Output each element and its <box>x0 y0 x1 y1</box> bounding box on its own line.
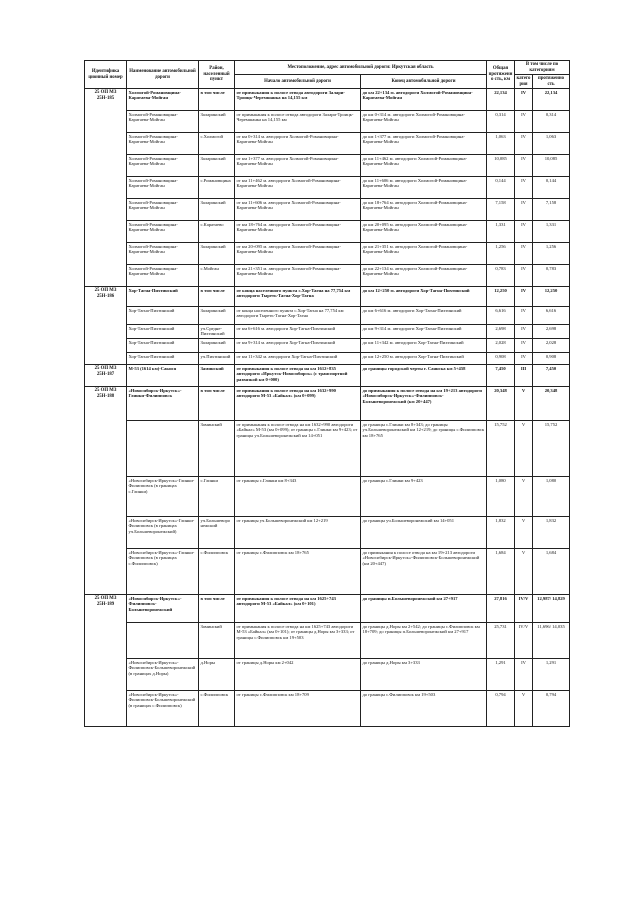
header-length: Общая протяженно сть, км <box>487 61 515 89</box>
table-row <box>85 595 570 623</box>
extent-cell: 1,063 <box>533 133 570 155</box>
extent-cell: 2,028 <box>533 339 570 353</box>
length-cell: 0,314 <box>487 111 515 133</box>
table-row <box>85 155 570 177</box>
end-cell: до км 11+606 м. автодороги Холмогой-Романовщина-Каратаева-Мойган <box>361 177 487 199</box>
road-name-cell: «Новосибирск-Иркутск»-Филипповск-Большеворонежский (в границах д.Норы) <box>127 659 199 691</box>
length-cell: 0,908 <box>487 353 515 365</box>
category-cell: IV <box>515 325 533 339</box>
header-ext: протяженно сть <box>533 75 570 89</box>
category-cell: IV <box>515 287 533 307</box>
extent-cell: 7,450 <box>533 365 570 387</box>
district-cell: с.Глинки <box>199 477 235 517</box>
extent-cell: 1,832 <box>533 517 570 549</box>
table-row <box>85 353 570 365</box>
extent-cell: 11,696/ 14,035 <box>533 623 570 659</box>
end-cell: до границы п.Большеворонежский км 27+917 <box>361 595 487 623</box>
length-cell: 1,832 <box>487 517 515 549</box>
header-location: Местоположение, адрес автомобильной дороги: Иркутская область <box>235 61 487 75</box>
end-cell: до км 11+462 м. автодороги Холмогой-Романовщина-Каратаева-Мойган <box>361 155 487 177</box>
length-cell: 1,063 <box>487 133 515 155</box>
road-name-cell: «Новосибирск-Иркутск»-Филипповск-Большеворонежский <box>127 595 199 623</box>
category-cell: IV <box>515 659 533 691</box>
category-cell: IV <box>515 221 533 243</box>
length-cell: 1,256 <box>487 243 515 265</box>
table-row <box>85 199 570 221</box>
end-cell: до км 22+134 м. автодороги Холмогой-Романовщина-Каратаева-Мойган <box>361 265 487 287</box>
header-cat: категория <box>515 75 533 89</box>
end-cell: до границы с.Филипповск км 19+503 <box>361 691 487 727</box>
district-cell: уч.Средне-Пихтинский <box>199 325 235 339</box>
start-cell: от км 18+764 м. автодороги Холмогой-Романовщина-Каратаева-Мойган <box>235 221 361 243</box>
extent-cell: 22,134 <box>533 89 570 111</box>
start-cell: от границы с.Глинки км 8+343 <box>235 477 361 517</box>
length-cell: 1,291 <box>487 659 515 691</box>
category-cell: IV/V <box>515 623 533 659</box>
road-name-cell: Хор-Тагна-Пихтинский <box>127 307 199 325</box>
road-name-cell: Холмогой-Романовщина-Каратаева-Мойган <box>127 155 199 177</box>
start-cell: от км 0+314 м. автодороги Холмогой-Романовщина-Каратаева-Мойган <box>235 133 361 155</box>
length-cell: 7,450 <box>487 365 515 387</box>
end-cell: до границы д.Норы км 3+333 <box>361 659 487 691</box>
district-cell: Заларинский <box>199 199 235 221</box>
road-name-cell: «Новосибирск-Иркутск»-Глинки-Филипповск (в границах с.Филипповск) <box>127 549 199 595</box>
road-name-cell: Хор-Тагна-Пихтинский <box>127 353 199 365</box>
category-cell: IV <box>515 339 533 353</box>
district-cell: с.Романовщина <box>199 177 235 199</box>
end-cell: до границы с.Глинки км 9+423 <box>361 477 487 517</box>
end-cell: до км 9+314 м. автодороги Хор-Тагна-Пихтинский <box>361 325 487 339</box>
road-id-cell: 25 ОП МЗ 25Н-187 <box>85 365 127 387</box>
table-header <box>85 61 570 89</box>
category-cell: V <box>515 549 533 595</box>
category-cell: IV <box>515 199 533 221</box>
district-cell: Заларинский <box>199 307 235 325</box>
start-cell: от границы уч.Большеворонежский км 12+219 <box>235 517 361 549</box>
end-cell: до границы городской черты г. Саянска км 5+458 <box>361 365 487 387</box>
length-cell: 0,794 <box>487 691 515 727</box>
road-name-cell: Хор-Тагна-Пихтинский <box>127 339 199 353</box>
length-cell: 20,348 <box>487 387 515 421</box>
district-cell: в том числе <box>199 287 235 307</box>
table-row <box>85 177 570 199</box>
length-cell: 1,080 <box>487 477 515 517</box>
district-cell: в том числе <box>199 89 235 111</box>
road-name-cell <box>127 421 199 477</box>
extent-cell: 0,144 <box>533 177 570 199</box>
road-name-cell: Холмогой-Романовщина-Каратаева-Мойган <box>127 221 199 243</box>
road-id-cell: 25 ОП МЗ 25Н-188 <box>85 387 127 595</box>
district-cell: Заларинский <box>199 155 235 177</box>
category-cell: IV/V <box>515 595 533 623</box>
table-row <box>85 549 570 595</box>
table-row <box>85 89 570 111</box>
extent-cell: 15,752 <box>533 421 570 477</box>
header-end: Конец автомобильной дороги <box>361 75 487 89</box>
length-cell: 25,731 <box>487 623 515 659</box>
district-cell: Заларинский <box>199 111 235 133</box>
road-id-cell: 25 ОП МЗ 25Н-185 <box>85 89 127 287</box>
road-name-cell: «Новосибирск-Иркутск»-Глинки-Филипповск <box>127 387 199 421</box>
road-name-cell: Холмогой-Романовщина-Каратаева-Мойган <box>127 89 199 111</box>
extent-cell: 20,348 <box>533 387 570 421</box>
category-cell: V <box>515 421 533 477</box>
end-cell: до границы д.Норы км 2+542; до границы с.Филипповск км 18+709; до границы п.Большеворонежский км 27+917 <box>361 623 487 659</box>
category-cell: IV <box>515 89 533 111</box>
category-cell: V <box>515 691 533 727</box>
end-cell: до км 22+134 м. автодороги Холмогой-Романовщина-Каратаева-Мойган <box>361 89 487 111</box>
district-cell: уч.Большеворонежский <box>199 517 235 549</box>
header-incl: В том числе по категориям <box>515 61 570 75</box>
table-row <box>85 307 570 325</box>
category-cell: IV <box>515 265 533 287</box>
extent-cell: 7,158 <box>533 199 570 221</box>
header-id: Идентифика ционный номер <box>85 61 127 89</box>
end-cell: до границы с.Глинки км 8+343; до границы уч.Большеворонежский км 12+219; до границы с.Филипповск км 18+765 <box>361 421 487 477</box>
length-cell: 10,085 <box>487 155 515 177</box>
length-cell: 22,134 <box>487 89 515 111</box>
road-name-cell: Холмогой-Романовщина-Каратаева-Мойган <box>127 265 199 287</box>
category-cell: V <box>515 517 533 549</box>
start-cell: от примыкания к полосе отвода на км 1625+743 автодороги М-53 «Байкал» (км 0+101); от границы д.Норы км 3+333; от границы с.Филипповск км 19+503 <box>235 623 361 659</box>
length-cell: 1,331 <box>487 221 515 243</box>
road-name-cell: «Новосибирск-Иркутск»-Глинки-Филипповск (в границах уч.Большеворонежский) <box>127 517 199 549</box>
table-row <box>85 287 570 307</box>
end-cell: до примыкания к полосе отвода на км 19+213 автодороги «Новосибирск-Иркутск»-Филипповск-Большеворонежский (км 20+447) <box>361 387 487 421</box>
table-row <box>85 221 570 243</box>
road-name-cell: М-53 (1614 км)-Сакися <box>127 365 199 387</box>
length-cell: 15,752 <box>487 421 515 477</box>
road-id-cell: 25 ОП МЗ 25Н-186 <box>85 287 127 365</box>
road-name-cell: Холмогой-Романовщина-Каратаева-Мойган <box>127 111 199 133</box>
end-cell: до км 20+095 м. автодороги Холмогой-Романовщина-Каратаева-Мойган <box>361 221 487 243</box>
end-cell: до км 12+250 м. автодороги Хор-Тагна-Пихтинский <box>361 287 487 307</box>
district-cell: уч.Пихтинский <box>199 353 235 365</box>
district-cell: в том числе <box>199 595 235 623</box>
start-cell: от конца населенного пункта с.Хор-Тагна на 77,754 км автодороги Тыреть-Тагна-Хор-Тагна <box>235 287 361 307</box>
category-cell: IV <box>515 155 533 177</box>
road-name-cell: «Новосибирск-Иркутск»-Филипповск-Большеворонежский (в границах с.Филипповск) <box>127 691 199 727</box>
extent-cell: 10,085 <box>533 155 570 177</box>
length-cell: 2,698 <box>487 325 515 339</box>
end-cell: до км 6+616 м. автодороги Хор-Тагна-Пихтинский <box>361 307 487 325</box>
extent-cell: 1,331 <box>533 221 570 243</box>
table-row <box>85 477 570 517</box>
length-cell: 1,684 <box>487 549 515 595</box>
district-cell: Заминский <box>199 623 235 659</box>
extent-cell: 6,616 <box>533 307 570 325</box>
extent-cell: 0,908 <box>533 353 570 365</box>
table-body <box>85 89 570 727</box>
start-cell: от примыкания к полосе отвода на км 1612+835 автодороги «Иркутск-Новосибирск» (с транспортной развязкой км 0+000) <box>235 365 361 387</box>
end-cell: до примыкания к полосе отвода на км 19+213 автодороги «Новосибирск-Иркутск»-Филипповск-Большеворонежский (км 20+447) <box>361 549 487 595</box>
district-cell: Заминский <box>199 421 235 477</box>
start-cell: от примыкания к полосе отвода автодороги Залари-Троицк-Черемшанка на 14,155 км <box>235 89 361 111</box>
road-id-cell: 25 ОП МЗ 25Н-189 <box>85 595 127 727</box>
length-cell: 0,783 <box>487 265 515 287</box>
header-district: Район, населенный пункт <box>199 61 235 89</box>
category-cell: IV <box>515 353 533 365</box>
district-cell: д.Норы <box>199 659 235 691</box>
district-cell: с.Мойган <box>199 265 235 287</box>
length-cell: 7,158 <box>487 199 515 221</box>
road-name-cell: Холмогой-Романовщина-Каратаева-Мойган <box>127 177 199 199</box>
start-cell: от км 11+342 м. автодороги Хор-Тагна-Пихтинский <box>235 353 361 365</box>
road-name-cell: Холмогой-Романовщина-Каратаева-Мойган <box>127 243 199 265</box>
header-start: Начало автомобильной дороги <box>235 75 361 89</box>
end-cell: до км 21+351 м. автодороги Холмогой-Романовщина-Каратаева-Мойган <box>361 243 487 265</box>
category-cell: V <box>515 387 533 421</box>
extent-cell: 0,783 <box>533 265 570 287</box>
start-cell: от км 11+606 м. автодороги Холмогой-Романовщина-Каратаева-Мойган <box>235 199 361 221</box>
end-cell: до км 1+377 м. автодороги Холмогой-Романовщина-Каратаева-Мойган <box>361 133 487 155</box>
category-cell: IV <box>515 111 533 133</box>
extent-cell: 1,080 <box>533 477 570 517</box>
category-cell: IV <box>515 307 533 325</box>
road-register-table <box>84 60 570 727</box>
category-cell: V <box>515 477 533 517</box>
district-cell: с.Каратаево <box>199 221 235 243</box>
extent-cell: 2,698 <box>533 325 570 339</box>
start-cell: от км 1+377 м. автодороги Холмогой-Романовщина-Каратаева-Мойган <box>235 155 361 177</box>
table-row <box>85 243 570 265</box>
end-cell: до км 12+250 м. автодороги Хор-Тагна-Пихтинский <box>361 353 487 365</box>
end-cell: до границы уч.Большеворонежский км 14+051 <box>361 517 487 549</box>
category-cell: IV <box>515 133 533 155</box>
start-cell: от примыкания к полосе отвода на км 1632+990 автодороги М-53 «Байкал» (км 0+099) <box>235 387 361 421</box>
category-cell: IV <box>515 243 533 265</box>
start-cell: от км 20+095 м. автодороги Холмогой-Романовщина-Каратаева-Мойган <box>235 243 361 265</box>
table-row <box>85 133 570 155</box>
end-cell: до км 11+342 м. автодороги Хор-Тагна-Пихтинский <box>361 339 487 353</box>
extent-cell: 1,684 <box>533 549 570 595</box>
table-row <box>85 265 570 287</box>
start-cell: от границы с.Филипповск км 18+709 <box>235 691 361 727</box>
table-row <box>85 387 570 421</box>
length-cell: 2,028 <box>487 339 515 353</box>
start-cell: от примыкания к полосе отвода на км 1625+743 автодороги М-53 «Байкал» (км 0+101) <box>235 595 361 623</box>
district-cell: с.Филипповск <box>199 549 235 595</box>
header-name: Наименование автомобильной дороги <box>127 61 199 89</box>
length-cell: 12,250 <box>487 287 515 307</box>
extent-cell: 1,291 <box>533 659 570 691</box>
district-cell: Заминский <box>199 365 235 387</box>
district-cell: Заларинский <box>199 339 235 353</box>
road-name-cell: Холмогой-Романовщина-Каратаева-Мойган <box>127 199 199 221</box>
road-name-cell: «Новосибирск-Иркутск»-Глинки-Филипповск (в границах с.Глинки) <box>127 477 199 517</box>
district-cell: Заларинский <box>199 243 235 265</box>
road-name-cell: Холмогой-Романовщина-Каратаева-Мойган <box>127 133 199 155</box>
start-cell: от км 6+616 м. автодороги Хор-Тагна-Пихтинский <box>235 325 361 339</box>
start-cell: от примыкания к полосе отвода автодороги Залари-Троицк-Черемшанка на 14,155 км <box>235 111 361 133</box>
table-row <box>85 339 570 353</box>
table-row <box>85 517 570 549</box>
length-cell: 27,816 <box>487 595 515 623</box>
table-row <box>85 365 570 387</box>
table-row <box>85 623 570 659</box>
table-row <box>85 325 570 339</box>
table-row <box>85 691 570 727</box>
start-cell: от границы с.Филипповск км 18+765 <box>235 549 361 595</box>
district-cell: с.Холмогой <box>199 133 235 155</box>
start-cell: от км 11+462 м. автодороги Холмогой-Романовщина-Каратаева-Мойган <box>235 177 361 199</box>
district-cell: с.Филипповск <box>199 691 235 727</box>
start-cell: от км 21+351 м. автодороги Холмогой-Романовщина-Каратаева-Мойган <box>235 265 361 287</box>
end-cell: до км 0+314 м. автодороги Холмогой-Романовщина-Каратаева-Мойган <box>361 111 487 133</box>
end-cell: до км 18+764 м. автодороги Холмогой-Романовщина-Каратаева-Мойган <box>361 199 487 221</box>
extent-cell: 12,250 <box>533 287 570 307</box>
category-cell: III <box>515 365 533 387</box>
extent-cell: 1,256 <box>533 243 570 265</box>
category-cell: IV <box>515 177 533 199</box>
start-cell: от примыкания к полосе отвода на км 1632+990 автодороги «Байкал» М-53 (км 0+099); от границы с.Глинки км 9+423; от границы уч.Большеворонежский км 14+051 <box>235 421 361 477</box>
length-cell: 6,616 <box>487 307 515 325</box>
road-name-cell: Хор-Тагна-Пихтинский <box>127 287 199 307</box>
length-cell: 0,144 <box>487 177 515 199</box>
extent-cell: 0,314 <box>533 111 570 133</box>
road-name-cell: Хор-Тагна-Пихтинский <box>127 325 199 339</box>
start-cell: от конца населенного пункта с.Хор-Тагна на 77,754 км автодороги Тыреть-Тагна-Хор-Тагна <box>235 307 361 325</box>
table-row <box>85 421 570 477</box>
district-cell: в том числе <box>199 387 235 421</box>
road-name-cell <box>127 623 199 659</box>
table-row <box>85 111 570 133</box>
start-cell: от км 9+314 м. автодороги Хор-Тагна-Пихтинский <box>235 339 361 353</box>
extent-cell: 12,987/ 14,829 <box>533 595 570 623</box>
table-row <box>85 659 570 691</box>
extent-cell: 0,794 <box>533 691 570 727</box>
start-cell: от границы д.Норы км 2+042 <box>235 659 361 691</box>
